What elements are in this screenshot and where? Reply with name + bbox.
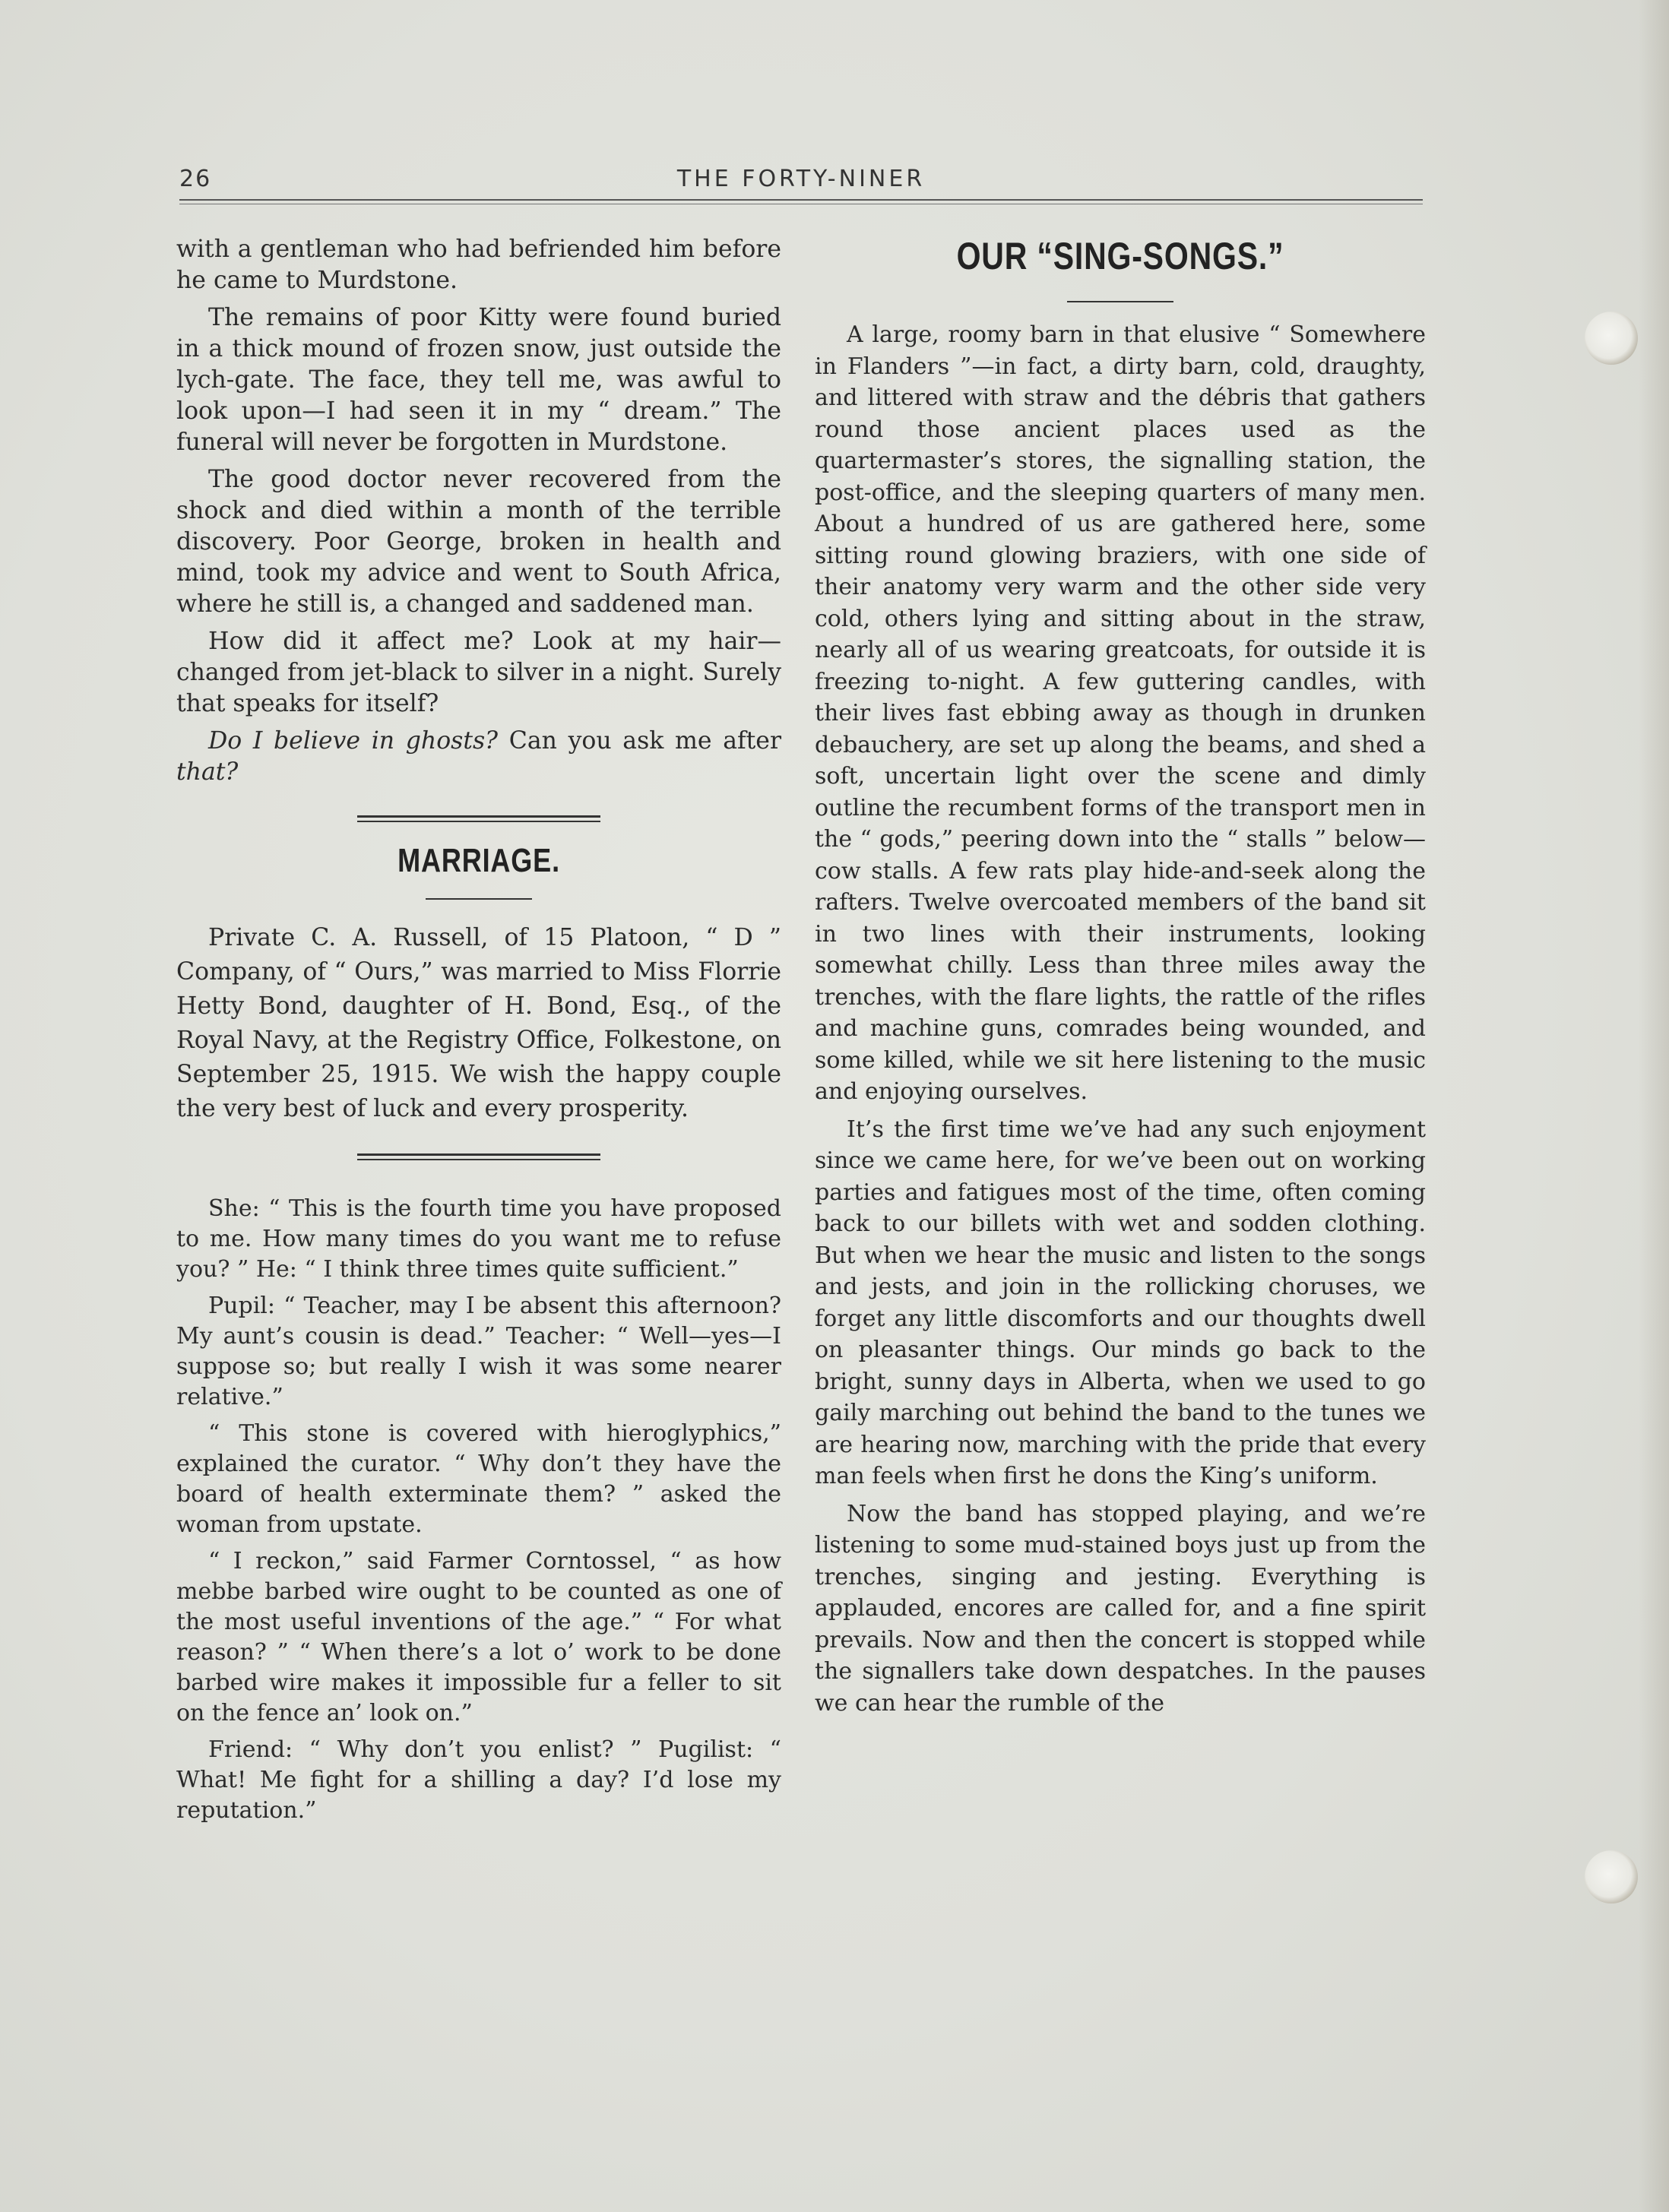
joke: “ I reckon,” said Farmer Corntossel, “ as how mebbe barbed wire ought to be counted as one of the most useful inventions of the age.” “ For what reason? ” “ When there’s a lot o’ work to be done barbed wire makes it impossible fur a feller to sit on the fence an’ look on.” [176, 1548, 781, 1726]
sing-songs-heading: OUR “SING-SONGS.” [956, 235, 1284, 277]
story-paragraph: The good doctor never recovered from the shock and died within a month of the terrible discovery. Poor George, broken in health and mind, took my advice and went to South Africa, where he still is, a changed and saddened man. [176, 466, 781, 618]
article-paragraph: A large, roomy barn in that elusive “ Somewhere in Flanders ”—in fact, a dirty barn, cold, draughty, and littered with straw and the débris that gathers round those ancient places used as the quartermaster’s stores, the signalling station, the post-office, and the sleeping quarters of many men. About a hundred of us are gathered here, some sitting round glowing braziers, with one side of their anatomy very warm and the other side very cold, others lying and sitting about in the straw, nearly all of us wearing greatcoats, for outside it is freezing to-night. A few guttering candles, with their lives fast ebbing away as though in drunken debauchery, are set up along the beams, and shed a soft, uncertain light over the scene and dimly outline the recumbent forms of the transport men in the “ gods,” peering down into the “ stalls ” below—cow stalls. A few rats play hide-and-seek along the rafters. Twelve overcoated members of the band sit in two lines with their instruments, looking somewhat chilly. Less than three miles away the trenches, with the flare lights, the rattle of the rifles and machine guns, comrades being wounded, and some killed, while we sit here listening to the music and enjoying ourselves. [815, 321, 1426, 1105]
header-rule [179, 199, 1423, 204]
right-column [815, 234, 1426, 1725]
joke: She: “ This is the fourth time you have proposed to me. How many times do you want me to refuse you? ” He: “ I think three times quite sufficient.” [176, 1195, 781, 1283]
marriage-announcement: Private C. A. Russell, of 15 Platoon, “ D ” Company, of “ Ours,” was married to Miss Florrie Hetty Bond, daughter of H. Bond, Esq., of the Royal Navy, at the Registry Office, Folkestone, on September 25, 1915. We wish the happy couple the very best of luck and every prosperity. [176, 924, 781, 1122]
joke: Friend: “ Why don’t you enlist? ” Pugilist: “ What! Me fight for a shilling a day? I’d lose my reputation.” [176, 1736, 781, 1824]
story-paragraph: How did it affect me? Look at my hair—changed from jet-black to silver in a night. Surely that speaks for itself? [176, 628, 781, 717]
publication-title: THE FORTY-NINER [676, 166, 926, 192]
page-edge-shadow [1639, 0, 1669, 2212]
story-closing [176, 726, 781, 788]
closing-end: that? [176, 758, 239, 786]
story-continuation: with a gentleman who had befriended him before he came to Murdstone. [176, 236, 781, 294]
running-header [179, 166, 1423, 196]
article-paragraph: Now the band has stopped playing, and we’re listening to some mud-stained boys just up from the trenches, singing and jesting. Everything is applauded, encores are called for, and a fine spirit prevails. Now and then the concert is stopped while the signallers take down despatches. In the pauses we can hear the rumble of the [815, 1500, 1426, 1717]
closing-question: Do I believe in ghosts? [208, 727, 499, 755]
joke: Pupil: “ Teacher, may I be absent this afternoon? My aunt’s cousin is dead.” Teacher: “ Well—yes—I suppose so; but really I wish it was some nearer relative.” [176, 1293, 781, 1410]
story-paragraph: The remains of poor Kitty were found buried in a thick mound of frozen snow, just outside the lych-gate. The face, they tell me, was awful to look upon—I had seen it in my “ dream.” The funeral will never be forgotten in Murdstone. [176, 304, 781, 456]
article-paragraph: It’s the first time we’ve had any such enjoyment since we came here, for we’ve been out on working parties and fatigues most of the time, often coming back to our billets with wet and sodden clothing. But when we hear the music and listen to the songs and jests, and join in the rollicking choruses, we forget any little discomforts and our thoughts dwell on pleasanter things. Our minds go back to the bright, sunny days in Alberta, when we used to go gaily marching out behind the band to the tunes we are hearing now, marching with the pride that every man feels when first he dons the King’s uniform. [815, 1115, 1426, 1489]
left-column [176, 234, 781, 1832]
page-number: 26 [179, 166, 212, 192]
marriage-heading: MARRIAGE. [397, 842, 560, 879]
punch-hole-top [1585, 312, 1638, 365]
section-divider [357, 815, 600, 822]
section-divider [357, 1153, 600, 1160]
joke: “ This stone is covered with hieroglyphics,” explained the curator. “ Why don’t they have the board of health exterminate them? ” asked the woman from upstate. [176, 1420, 781, 1538]
punch-hole-bottom [1585, 1850, 1638, 1903]
closing-mid: Can you ask me after [498, 727, 782, 755]
